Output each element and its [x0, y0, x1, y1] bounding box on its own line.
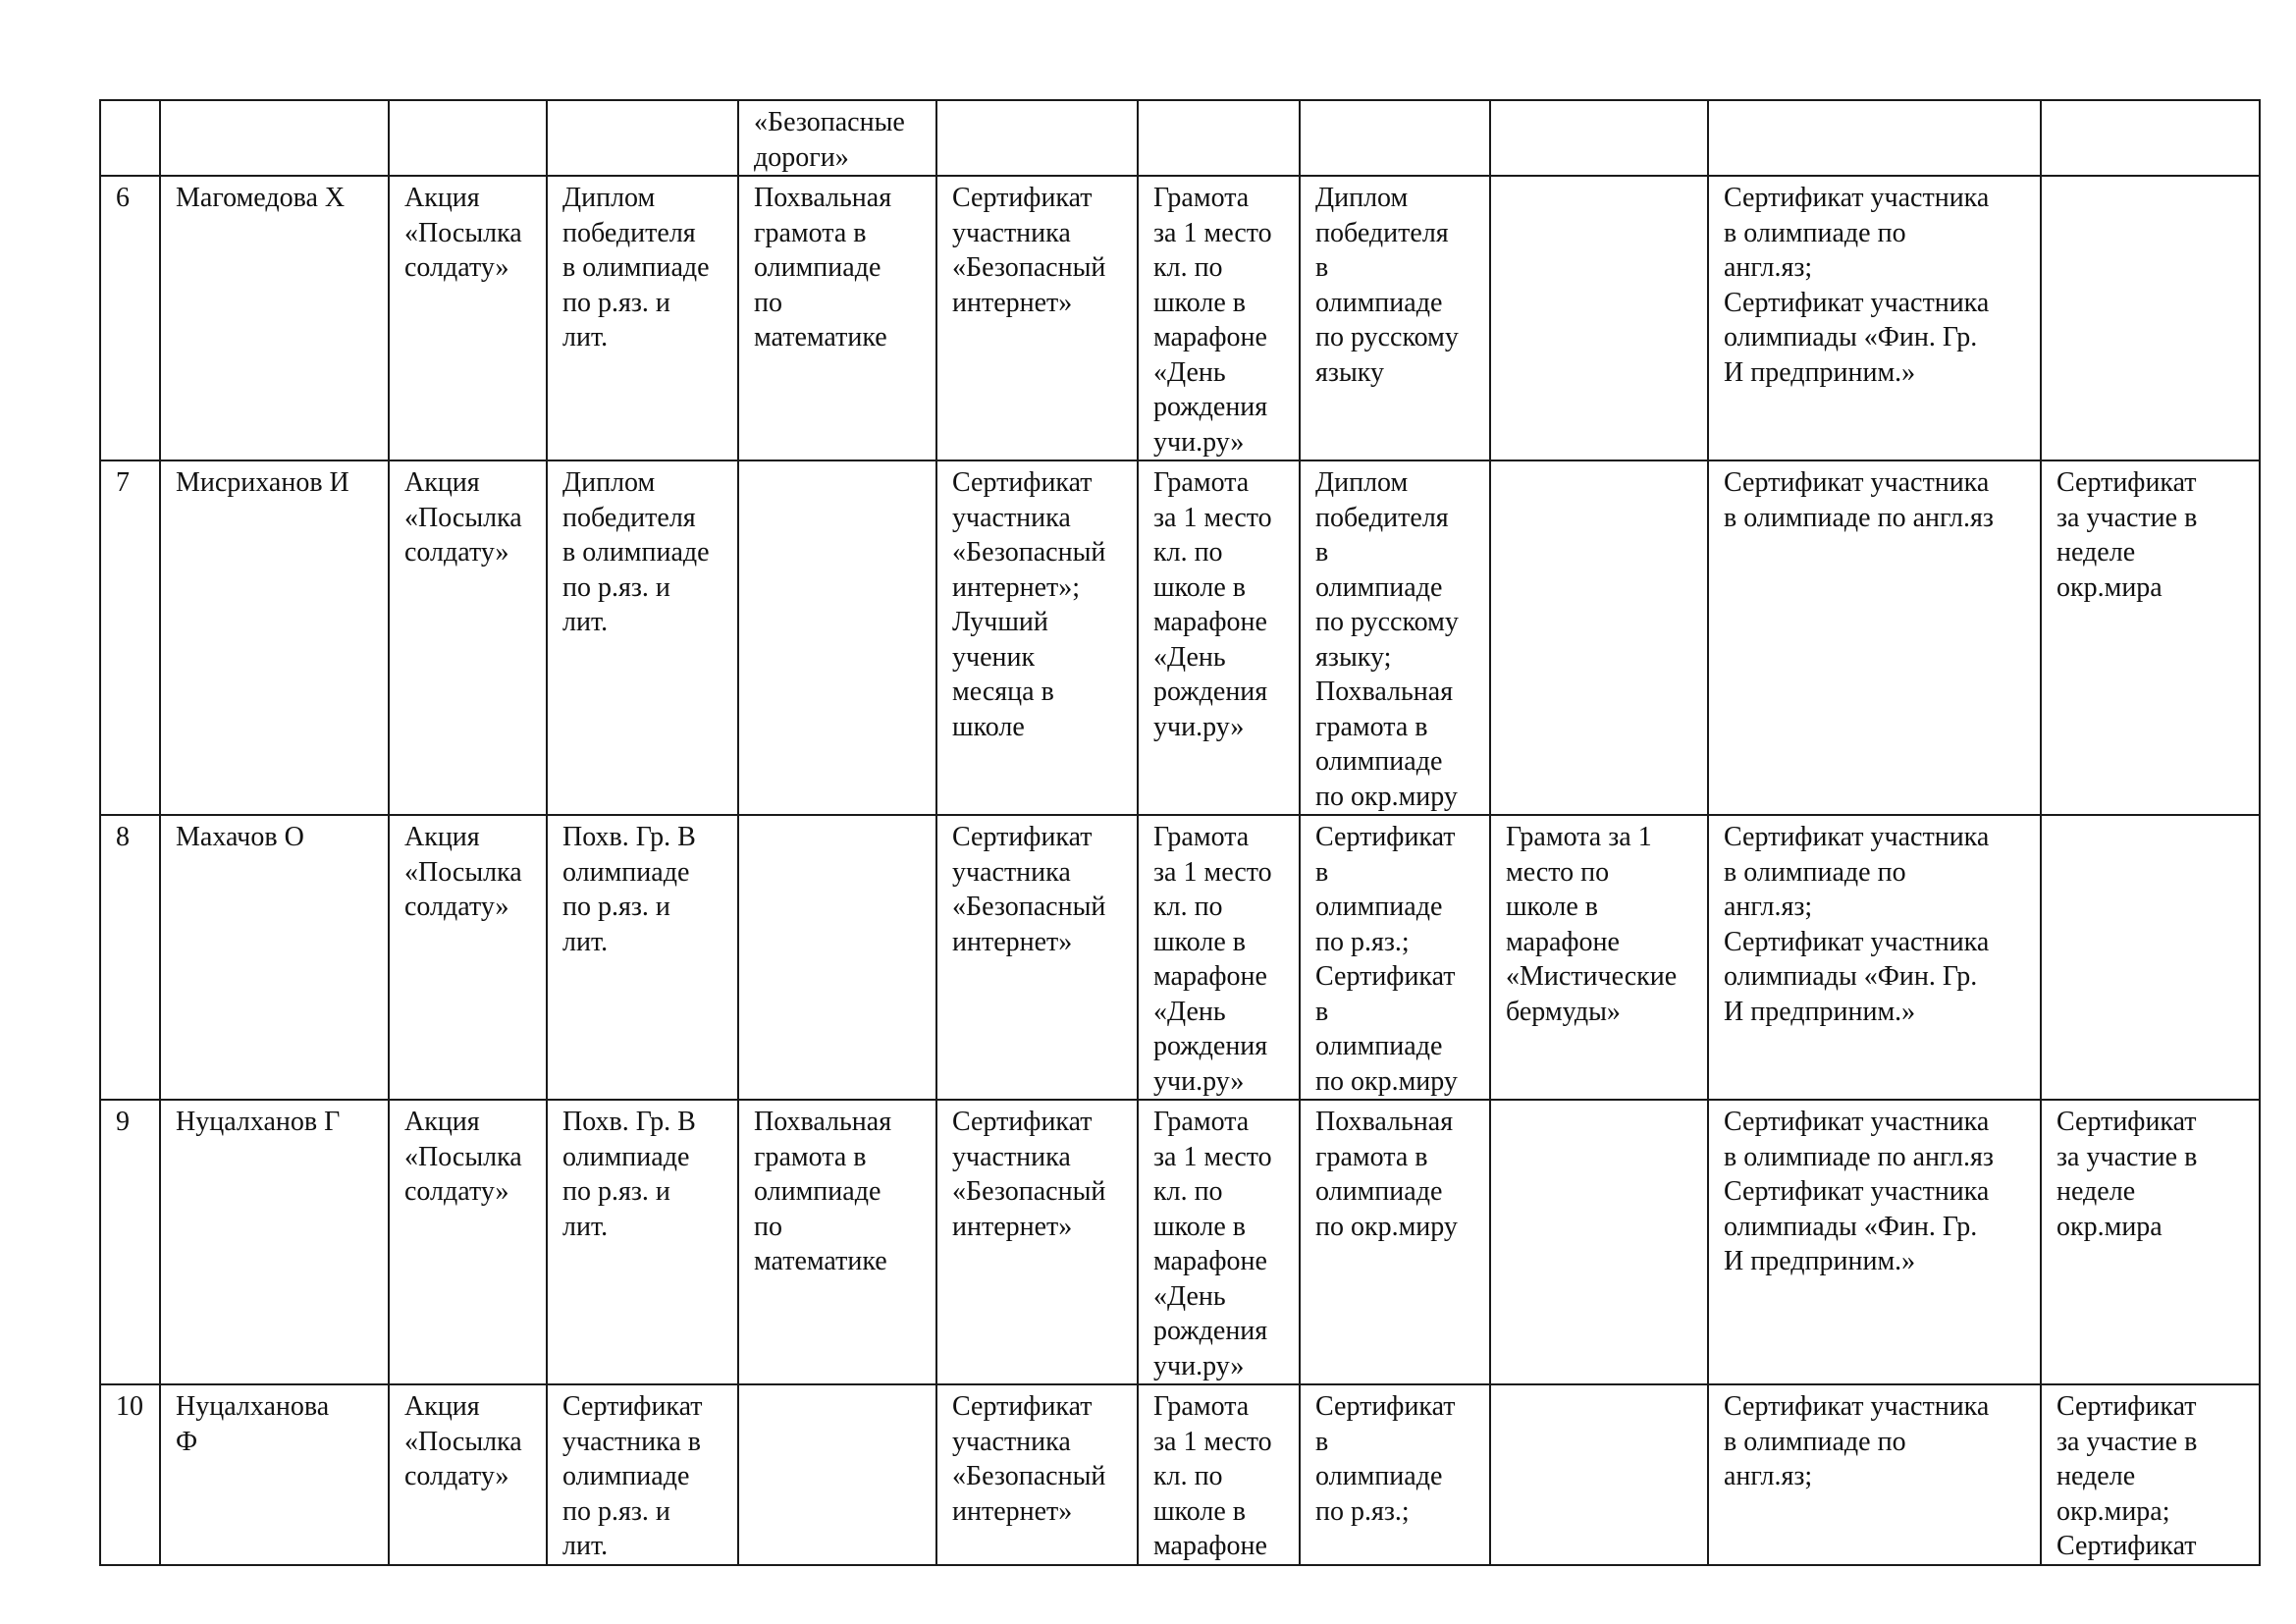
- cell-number: 9: [100, 1100, 160, 1384]
- cell-math-olympiad: «Безопасные дороги»: [738, 100, 936, 176]
- cell-math-olympiad: [738, 460, 936, 815]
- cell-english-finance: Сертификат участника в олимпиаде по англ.яз: [1708, 460, 2041, 815]
- table-row: [100, 1100, 2260, 1384]
- cell-subject-olympiad: Диплом победителя в олимпиаде по русскому языку: [1300, 176, 1490, 460]
- cell-russian-olympiad: Похв. Гр. В олимпиаде по р.яз. и лит.: [547, 815, 738, 1100]
- cell-uchi-marathon: Грамота за 1 место кл. по школе в марафоне «День рождения учи.ру»: [1138, 815, 1300, 1100]
- cell-russian-olympiad: Диплом победителя в олимпиаде по р.яз. и лит.: [547, 176, 738, 460]
- table-row: [100, 176, 2260, 460]
- cell-number: 10: [100, 1384, 160, 1565]
- table-row: [100, 100, 2260, 176]
- cell-student-name: Нуцалханова Ф: [160, 1384, 389, 1565]
- cell-safe-internet: [936, 100, 1138, 176]
- table-row: [100, 460, 2260, 815]
- cell-student-name: Махачов О: [160, 815, 389, 1100]
- cell-uchi-marathon: Грамота за 1 место кл. по школе в марафоне «День рождения учи.ру»: [1138, 1100, 1300, 1384]
- cell-safe-internet: Сертификат участника «Безопасный интернет»: [936, 1384, 1138, 1565]
- cell-student-name: [160, 100, 389, 176]
- cell-mystic-marathon: [1490, 1100, 1708, 1384]
- cell-mystic-marathon: [1490, 1384, 1708, 1565]
- table-row: [100, 1384, 2260, 1565]
- cell-uchi-marathon: Грамота за 1 место кл. по школе в марафоне «День рождения учи.ру»: [1138, 460, 1300, 815]
- cell-action: Акция «Посылка солдату»: [389, 1100, 547, 1384]
- cell-subject-olympiad: Сертификат в олимпиаде по р.яз.; Сертификат в олимпиаде по окр.миру: [1300, 815, 1490, 1100]
- cell-world-week: [2041, 176, 2260, 460]
- cell-number: 7: [100, 460, 160, 815]
- cell-uchi-marathon: Грамота за 1 место кл. по школе в марафоне: [1138, 1384, 1300, 1565]
- cell-russian-olympiad: Сертификат участника в олимпиаде по р.яз. и лит.: [547, 1384, 738, 1565]
- cell-world-week: Сертификат за участие в неделе окр.мира: [2041, 460, 2260, 815]
- cell-mystic-marathon: [1490, 100, 1708, 176]
- cell-english-finance: Сертификат участника в олимпиаде по англ.яз Сертификат участника олимпиады «Фин. Гр. И предприним.»: [1708, 1100, 2041, 1384]
- cell-english-finance: Сертификат участника в олимпиаде по англ.яз;: [1708, 1384, 2041, 1565]
- cell-mystic-marathon: [1490, 460, 1708, 815]
- cell-world-week: Сертификат за участие в неделе окр.мира; Сертификат: [2041, 1384, 2260, 1565]
- cell-number: [100, 100, 160, 176]
- cell-safe-internet: Сертификат участника «Безопасный интернет»: [936, 176, 1138, 460]
- cell-action: Акция «Посылка солдату»: [389, 176, 547, 460]
- cell-english-finance: Сертификат участника в олимпиаде по англ.яз; Сертификат участника олимпиады «Фин. Гр. И предприним.»: [1708, 176, 2041, 460]
- cell-subject-olympiad: Похвальная грамота в олимпиаде по окр.миру: [1300, 1100, 1490, 1384]
- cell-safe-internet: Сертификат участника «Безопасный интернет»: [936, 815, 1138, 1100]
- cell-mystic-marathon: Грамота за 1 место по школе в марафоне «Мистические бермуды»: [1490, 815, 1708, 1100]
- cell-math-olympiad: [738, 1384, 936, 1565]
- cell-action: Акция «Посылка солдату»: [389, 460, 547, 815]
- cell-subject-olympiad: [1300, 100, 1490, 176]
- cell-russian-olympiad: Диплом победителя в олимпиаде по р.яз. и лит.: [547, 460, 738, 815]
- cell-mystic-marathon: [1490, 176, 1708, 460]
- cell-world-week: [2041, 100, 2260, 176]
- cell-english-finance: [1708, 100, 2041, 176]
- cell-russian-olympiad: [547, 100, 738, 176]
- cell-action: Акция «Посылка солдату»: [389, 1384, 547, 1565]
- cell-student-name: Мисриханов И: [160, 460, 389, 815]
- awards-table-container: [99, 99, 2261, 1566]
- cell-math-olympiad: Похвальная грамота в олимпиаде по математике: [738, 176, 936, 460]
- cell-world-week: Сертификат за участие в неделе окр.мира: [2041, 1100, 2260, 1384]
- table-row: [100, 815, 2260, 1100]
- cell-number: 6: [100, 176, 160, 460]
- cell-safe-internet: Сертификат участника «Безопасный интернет»; Лучший ученик месяца в школе: [936, 460, 1138, 815]
- cell-english-finance: Сертификат участника в олимпиаде по англ.яз; Сертификат участника олимпиады «Фин. Гр. И предприним.»: [1708, 815, 2041, 1100]
- cell-number: 8: [100, 815, 160, 1100]
- cell-world-week: [2041, 815, 2260, 1100]
- cell-russian-olympiad: Похв. Гр. В олимпиаде по р.яз. и лит.: [547, 1100, 738, 1384]
- cell-student-name: Нуцалханов Г: [160, 1100, 389, 1384]
- cell-safe-internet: Сертификат участника «Безопасный интернет»: [936, 1100, 1138, 1384]
- cell-student-name: Магомедова Х: [160, 176, 389, 460]
- cell-math-olympiad: Похвальная грамота в олимпиаде по математике: [738, 1100, 936, 1384]
- cell-math-olympiad: [738, 815, 936, 1100]
- cell-uchi-marathon: Грамота за 1 место кл. по школе в марафоне «День рождения учи.ру»: [1138, 176, 1300, 460]
- table-body: [100, 100, 2260, 1565]
- cell-uchi-marathon: [1138, 100, 1300, 176]
- cell-subject-olympiad: Диплом победителя в олимпиаде по русскому языку; Похвальная грамота в олимпиаде по окр.миру: [1300, 460, 1490, 815]
- cell-action: Акция «Посылка солдату»: [389, 815, 547, 1100]
- cell-action: [389, 100, 547, 176]
- student-awards-table: [99, 99, 2261, 1566]
- cell-subject-olympiad: Сертификат в олимпиаде по р.яз.;: [1300, 1384, 1490, 1565]
